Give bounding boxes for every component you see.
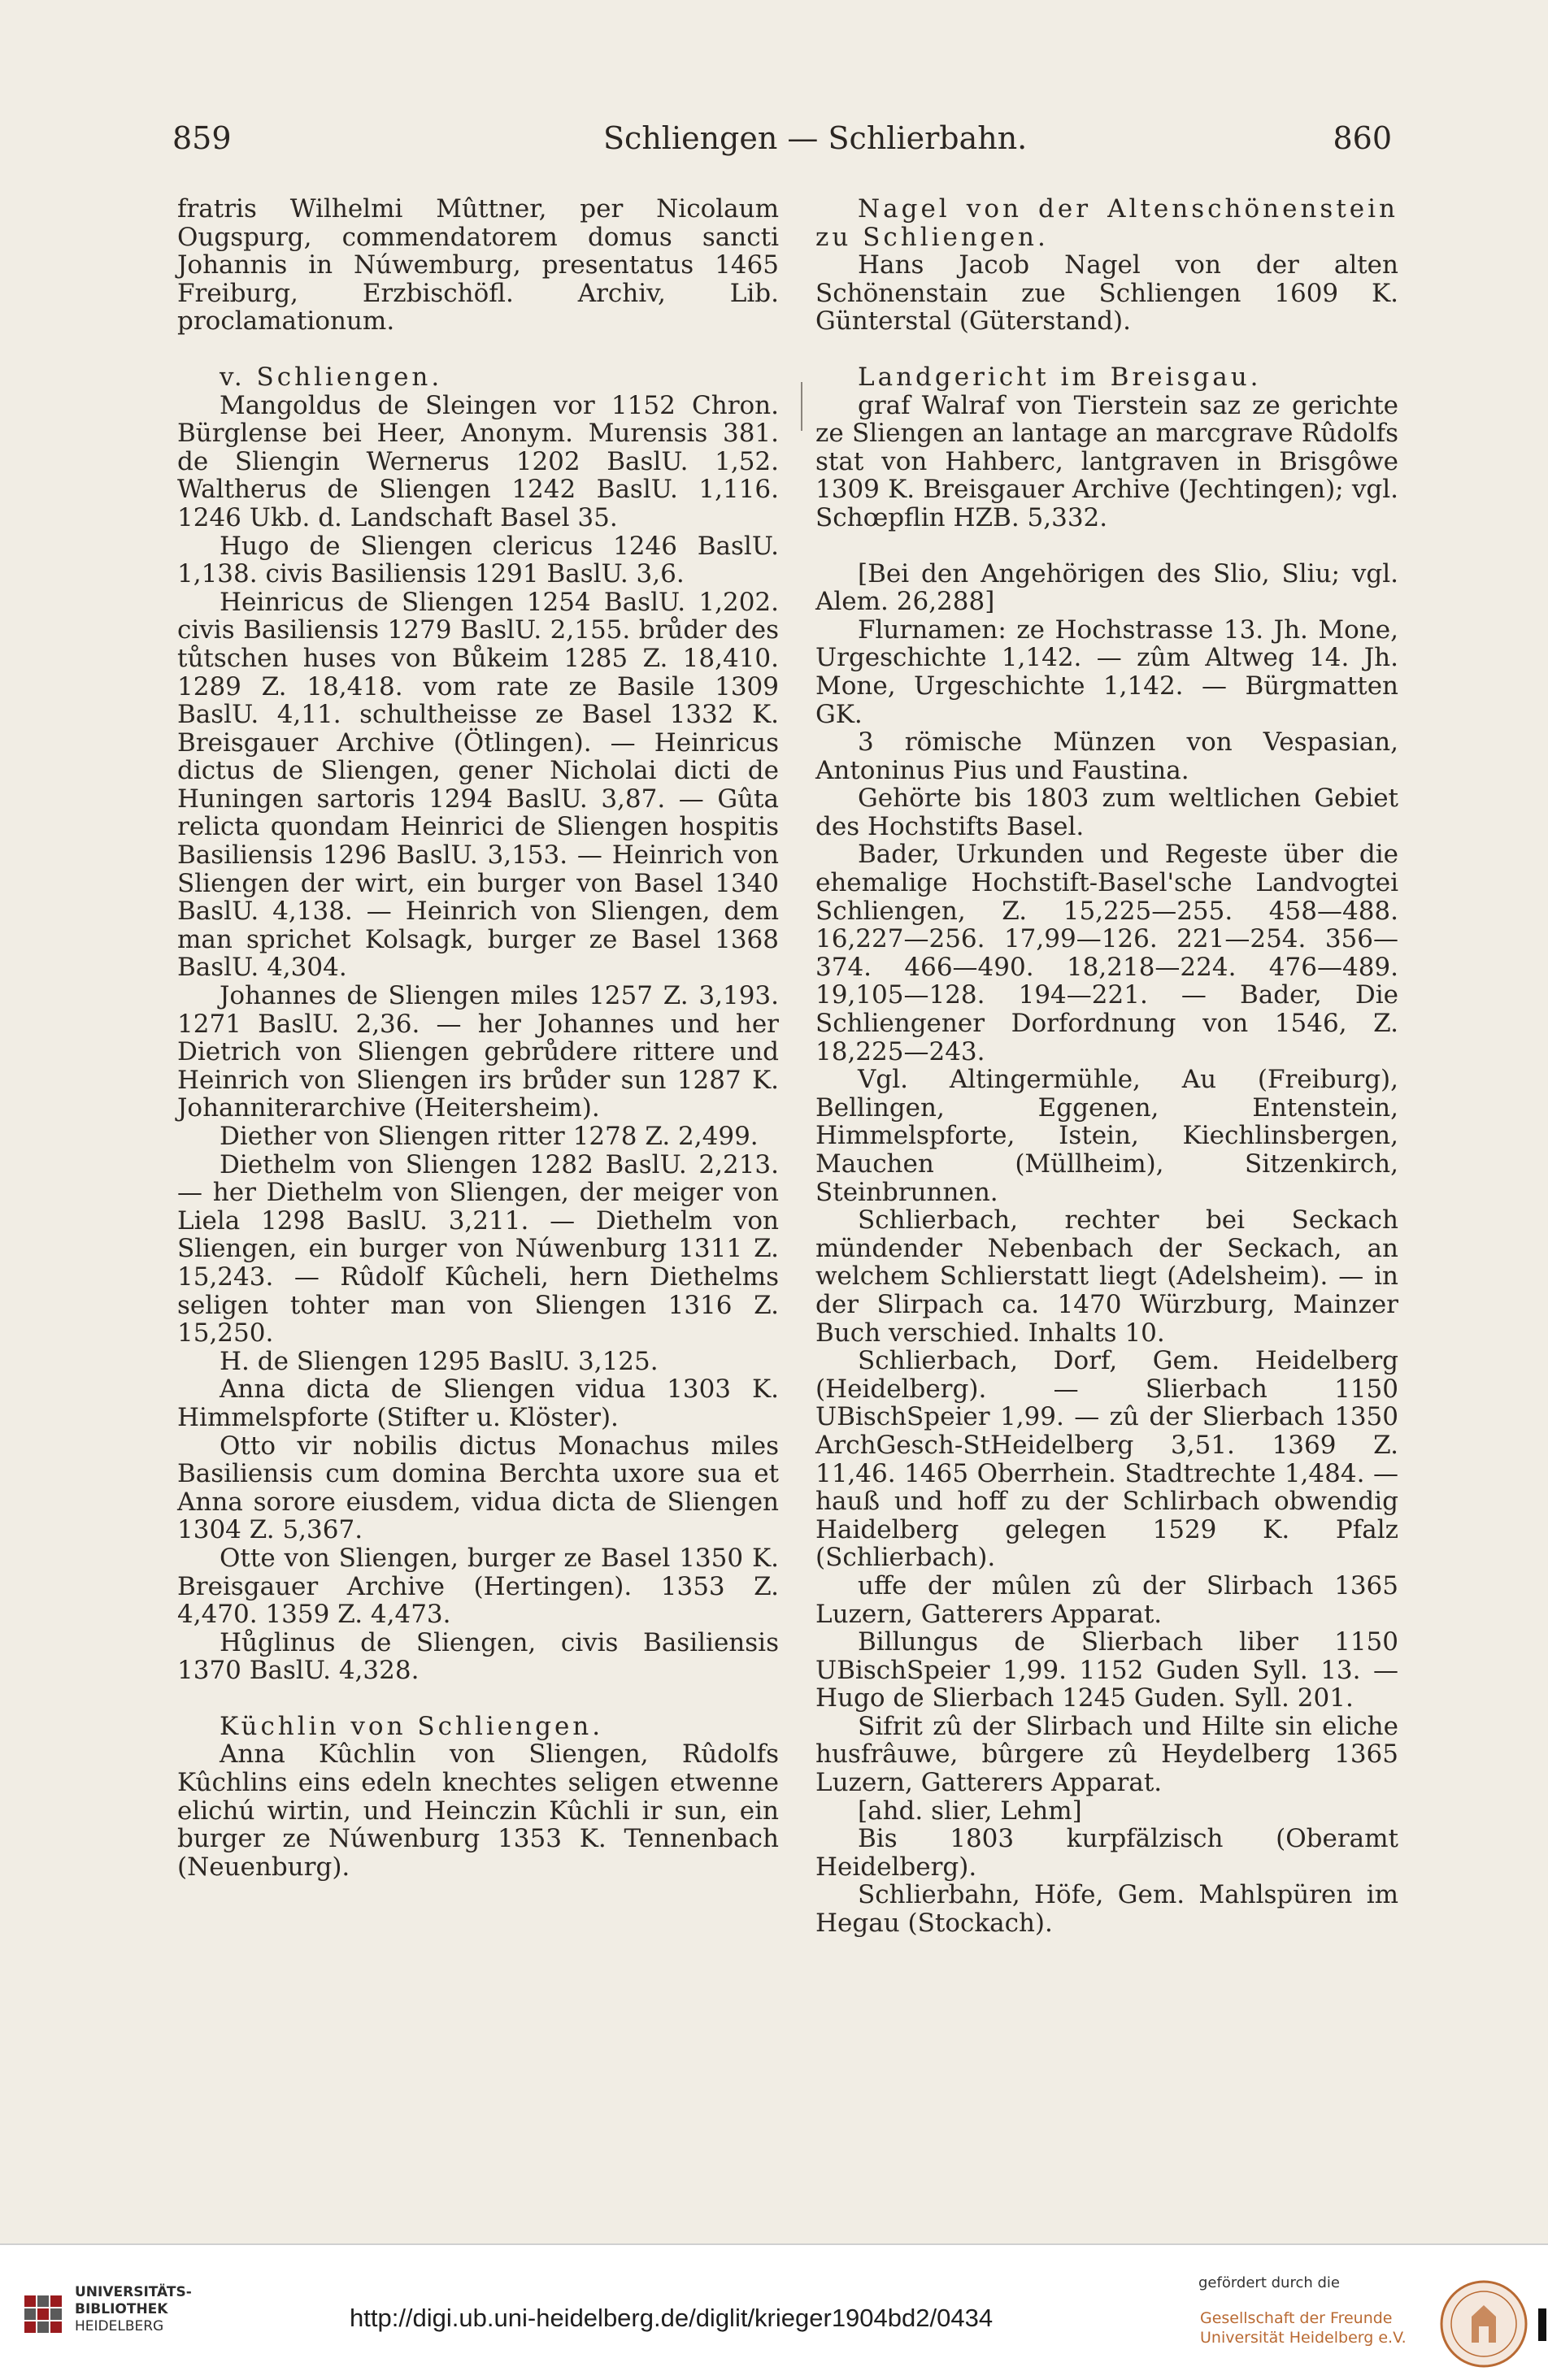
entry-text: Otte von Sliengen, burger ze Basel 1350 K. Breisgauer Archive (Hertingen). 1353 Z. 4,470. 1359 Z. 4,473. <box>177 1543 779 1630</box>
entry-text: Bis 1803 kurpfälzisch (Oberamt Heidelberg). <box>815 1824 1398 1882</box>
entry-text: graf Walraf von Tierstein saz ze gerichte ze Sliengen an lantage an marcgrave Rûdolfs stat von Hahberc, lantgraven in Brisgôwe 1309 K. Breisgauer Archive (Jechtingen); vgl. Schœpflin HZB. 5,332. <box>815 390 1398 532</box>
permalink-url[interactable]: http://digi.ub.uni-heidelberg.de/diglit/krieger1904bd2/0434 <box>350 2304 994 2332</box>
entry-schlierbahn: Schlierbahn, Höfe, Gem. Mahlspüren im Hegau (Stockach). <box>815 1880 1398 1939</box>
section-heading: Nagel von der Altenschönenstein zu Schliengen. <box>815 194 1398 252</box>
page-number-right: 860 <box>1333 120 1392 156</box>
section-heading: Küchlin von Schliengen. <box>220 1711 604 1741</box>
entry-text: [Bei den Angehörigen des Slio, Sliu; vgl. Alem. 26,288] <box>815 558 1398 617</box>
library-name: UNIVERSITÄTS- BIBLIOTHEK HEIDELBERG <box>75 2284 192 2334</box>
entry-text: Johannes de Sliengen miles 1257 Z. 3,193. 1271 BaslU. 2,36. — her Johannes und her Dietrich von Sliengen gebrůdere rittere und Heinrich von Sliengen irs brůder sun 1287 K. Johanniterarchive (Heitersheim). <box>177 981 779 1123</box>
entry-text: Otto vir nobilis dictus Monachus miles Basiliensis cum domina Berchta uxore sua et Anna sorore eiusdem, vidua dicta de Sliengen 1304 Z. 5,367. <box>177 1431 779 1545</box>
entry-text: Bader, Urkunden und Regeste über die ehemalige Hochstift-Basel'sche Landvogtei Schliengen, Z. 15,225—255. 458—488. 16,227—256. 17,99—126. 221—254. 356—374. 466—490. 18,218—224. 476—489. 19,105—128. 194—221. — Bader, Die Schliengener Dorfordnung von 1546, Z. 18,225—243. <box>815 840 1398 1066</box>
library-logo-icon <box>23 2294 63 2334</box>
page-header <box>172 120 1392 169</box>
entry-text: Hans Jacob Nagel von der alten Schönenstain zue Schliengen 1609 K. Günterstal (Güterstand). <box>815 250 1398 337</box>
section-heading: v. Schliengen. <box>220 362 443 392</box>
footer-divider <box>0 2243 1548 2245</box>
entry-text: Hugo de Sliengen clericus 1246 BaslU. 1,138. civis Basiliensis 1291 BaslU. 3,6. <box>177 531 779 589</box>
running-title: Schliengen — Schlierbahn. <box>603 120 1028 156</box>
left-column <box>177 195 779 1881</box>
entry-text: 3 römische Münzen von Vespasian, Antoninus Pius und Faustina. <box>815 727 1398 785</box>
entry-text: Anna dicta de Sliengen vidua 1303 K. Himmelspforte (Stifter u. Klöster). <box>177 1375 779 1432</box>
entry-text: Gehörte bis 1803 zum weltlichen Gebiet des Hochstifts Basel. <box>815 784 1398 841</box>
entry-text: [ahd. slier, Lehm] <box>858 1796 1082 1826</box>
entry-text: Mangoldus de Sleingen vor 1152 Chron. Bürglense bei Heer, Anonym. Murensis 381. de Sliengin Wernerus 1202 BaslU. 1,52. Waltherus de Sliengen 1242 BaslU. 1,116. 1246 Ukb. d. Landschaft Basel 35. <box>177 390 779 532</box>
viewer-footer <box>0 2243 1548 2380</box>
sponsor-caption: gefördert durch die <box>1198 2274 1340 2291</box>
entry-text: H. de Sliengen 1295 BaslU. 3,125. <box>220 1346 659 1376</box>
entry-text: Flurnamen: ze Hochstrasse 13. Jh. Mone, Urgeschichte 1,142. — zûm Altweg 14. Jh. Mone, Urgeschichte 1,142. — Bürgmatten GK. <box>815 615 1398 729</box>
entry-text: Sifrit zû der Slirbach und Hilte sin eliche husfrâuwe, bûrgere zû Heydelberg 1365 Luzern, Gatterers Apparat. <box>815 1711 1398 1798</box>
university-seal-icon <box>1439 2279 1528 2369</box>
entry-text: Diether von Sliengen ritter 1278 Z. 2,499. <box>220 1122 759 1151</box>
entry-text: Heinricus de Sliengen 1254 BaslU. 1,202. civis Basiliensis 1279 BaslU. 2,155. brůder des tůtschen huses von Bůkeim 1285 Z. 18,410. 1289 Z. 18,418. vom rate ze Basile 1309 BaslU. 4,11. schultheisse ze Basel 1332 K. Breisgauer Archive (Ötlingen). — Heinricus dictus de Sliengen, gener Nicholai dicti de Huningen sartoris 1294 BaslU. 3,87. — Gûta relicta quondam Heinrici de Sliengen hospitis Basiliensis 1296 BaslU. 3,153. — Heinrich von Sliengen der wirt, ein burger von Basel 1340 BaslU. 4,138. — Heinrich von Sliengen, dem man sprichet Kolsagk, burger ze Basel 1368 BaslU. 4,304. <box>177 587 779 983</box>
entry-schlierbach-bach: Schlierbach, rechter bei Seckach mündender Nebenbach der Seckach, an welchem Schlierstatt liegt (Adelsheim). — in der Slirpach ca. 1470 Würzburg, Mainzer Buch verschied. Inhalts 10. <box>815 1205 1398 1348</box>
entry-text: Vgl. Altingermühle, Au (Freiburg), Bellingen, Eggenen, Entenstein, Himmelspforte, Istein, Kiechlinsbergen, Mauchen (Müllheim), Sitzenkirch, Steinbrunnen. <box>815 1065 1398 1207</box>
entry-schlierbach-dorf: Schlierbach, Dorf, Gem. Heidelberg (Heidelberg). — Slierbach 1150 UBischSpeier 1,99. — zû der Slierbach 1350 ArchGesch-StHeidelberg 3,51. 1369 Z. 11,46. 1465 Oberrhein. Stadtrechte 1,484. — hauß und hoff zu der Schlirbach obwendig Haidelberg gelegen 1529 K. Pfalz (Schlierbach). <box>815 1346 1398 1573</box>
entry-text: Diethelm von Sliengen 1282 BaslU. 2,213. — her Diethelm von Sliengen, der meiger von Liela 1298 BaslU. 3,211. — Diethelm von Sliengen, ein burger von Núwenburg 1311 Z. 15,243. — Rûdolf Kûcheli, hern Diethelms seligen tohter man von Sliengen 1316 Z. 15,250. <box>177 1149 779 1349</box>
entry-text: Hůglinus de Sliengen, civis Basiliensis 1370 BaslU. 4,328. <box>177 1627 779 1686</box>
right-column <box>815 195 1398 1938</box>
entry-text: Anna Kûchlin von Sliengen, Rûdolfs Kûchlins eins edeln knechtes seligen etwenne elichú wirtin, und Heinczin Kûchli ir sun, ein burger ze Núwenburg 1353 K. Tennenbach (Neuenburg). <box>177 1739 779 1882</box>
column-divider <box>801 382 802 431</box>
entry-text: Billungus de Slierbach liber 1150 UBischSpeier 1,99. 1152 Guden Syll. 13. — Hugo de Slierbach 1245 Guden. Syll. 201. <box>815 1627 1398 1713</box>
section-heading: Landgericht im Breisgau. <box>858 362 1262 392</box>
entry-text: fratris Wilhelmi Mûttner, per Nicolaum Ougspurg, commendatorem domus sancti Johannis in Núwemburg, presentatus 1465 Freiburg, Erzbischöfl. Archiv, Lib. proclamationum. <box>177 194 779 337</box>
edge-marker <box>1538 2308 1546 2341</box>
page-number-left: 859 <box>172 120 232 156</box>
sponsor-name: Gesellschaft der Freunde Universität Heidelberg e.V. <box>1200 2309 1407 2347</box>
entry-text: uffe der mûlen zû der Slirbach 1365 Luzern, Gatterers Apparat. <box>815 1570 1398 1629</box>
